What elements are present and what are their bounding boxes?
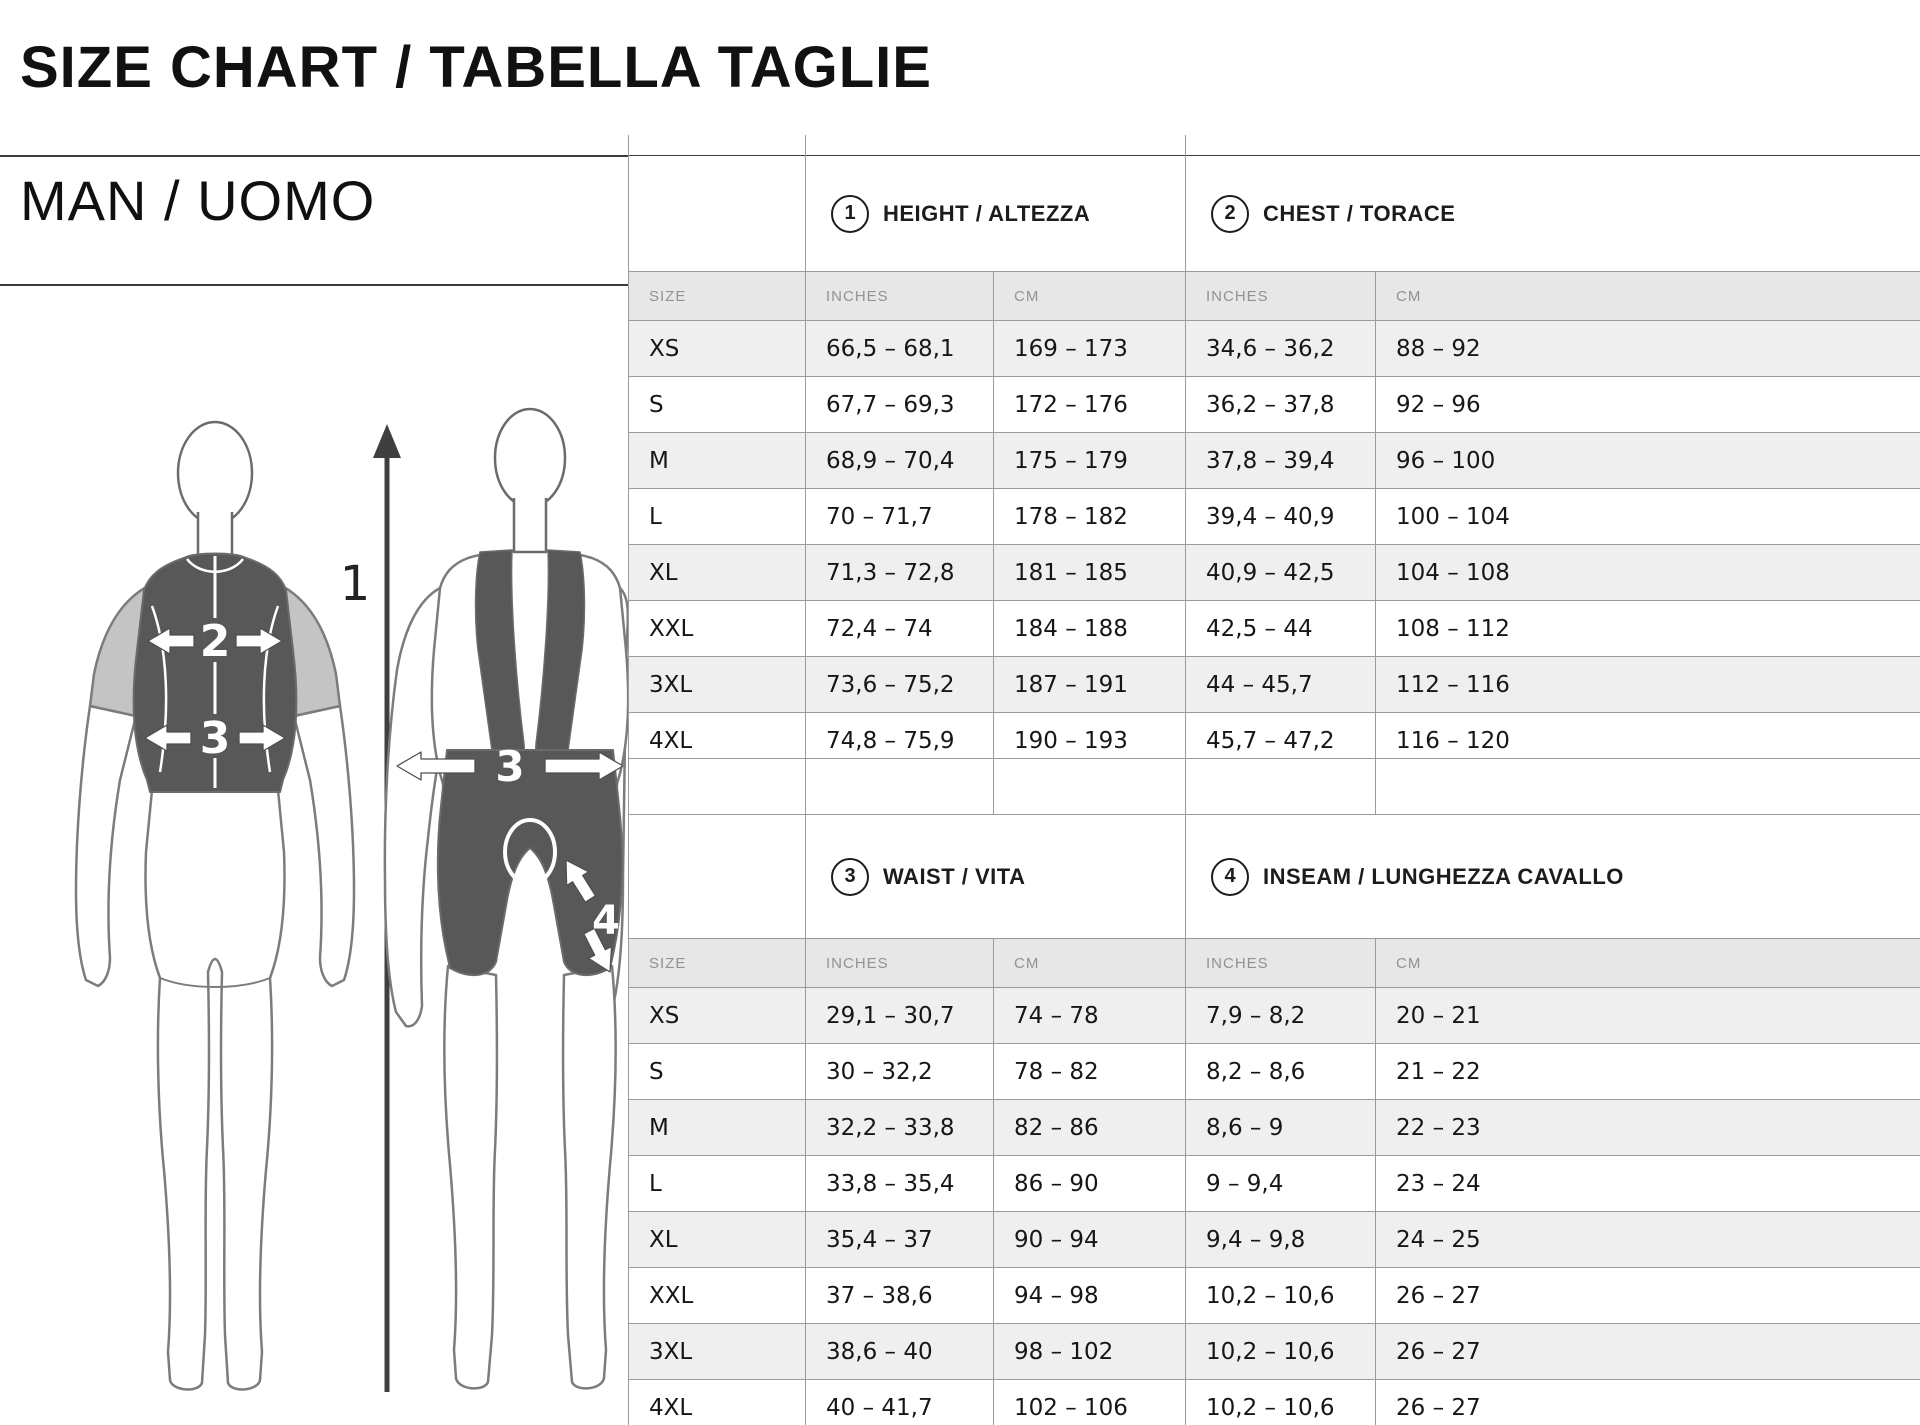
size-cell: XS (629, 321, 806, 377)
chest-cm-cell: 100 – 104 (1376, 489, 1920, 545)
height-chest-rows (629, 321, 1920, 769)
waist-marker-label: 3 (199, 713, 231, 764)
size-cell: XS (629, 988, 806, 1044)
size-cell: L (629, 489, 806, 545)
column-header-row (629, 939, 1920, 988)
table-row (629, 545, 1920, 601)
size-cell: L (629, 1156, 806, 1212)
chest-cm-cell: 88 – 92 (1376, 321, 1920, 377)
inseam-inches-cell: 10,2 – 10,6 (1186, 1324, 1376, 1380)
inseam-inches-cell: 10,2 – 10,6 (1186, 1268, 1376, 1324)
col-header-inches: INCHES (806, 939, 994, 988)
chest-inches-cell: 40,9 – 42,5 (1186, 545, 1376, 601)
inseam-inches-cell: 9 – 9,4 (1186, 1156, 1376, 1212)
chest-inches-cell: 36,2 – 37,8 (1186, 377, 1376, 433)
man-front-figure (76, 422, 354, 1389)
chest-cm-cell: 92 – 96 (1376, 377, 1920, 433)
height-inches-cell: 71,3 – 72,8 (806, 545, 994, 601)
table-row (629, 377, 1920, 433)
waist-inches-cell: 33,8 – 35,4 (806, 1156, 994, 1212)
waist-cm-cell: 98 – 102 (994, 1324, 1186, 1380)
waist-cm-cell: 102 – 106 (994, 1380, 1186, 1425)
table-row (629, 1156, 1920, 1212)
chest-cm-cell: 116 – 120 (1376, 713, 1920, 769)
group-header-row (629, 156, 1920, 272)
height-inches-cell: 66,5 – 68,1 (806, 321, 994, 377)
size-cell: 3XL (629, 1324, 806, 1380)
table-row (629, 1268, 1920, 1324)
inseam-cm-cell: 24 – 25 (1376, 1212, 1920, 1268)
chest-inches-cell: 37,8 – 39,4 (1186, 433, 1376, 489)
table-row (629, 601, 1920, 657)
waist-inches-cell: 37 – 38,6 (806, 1268, 994, 1324)
inseam-cm-cell: 22 – 23 (1376, 1100, 1920, 1156)
waist-inches-cell: 32,2 – 33,8 (806, 1100, 994, 1156)
col-header-size: SIZE (629, 939, 806, 988)
height-cm-cell: 187 – 191 (994, 657, 1186, 713)
group-header-row (629, 815, 1920, 939)
group-header-chest: 2 CHEST / TORACE (1186, 156, 1920, 272)
size-cell: XXL (629, 601, 806, 657)
col-header-cm: CM (1376, 272, 1920, 321)
circled-number-3-icon: 3 (831, 858, 869, 896)
size-cell: 3XL (629, 657, 806, 713)
inseam-cm-cell: 26 – 27 (1376, 1268, 1920, 1324)
col-header-cm: CM (994, 939, 1186, 988)
table-row (629, 988, 1920, 1044)
height-cm-cell: 190 – 193 (994, 713, 1186, 769)
waist-inches-cell: 30 – 32,2 (806, 1044, 994, 1100)
inseam-inches-cell: 10,2 – 10,6 (1186, 1380, 1376, 1425)
size-cell: XXL (629, 1268, 806, 1324)
height-cm-cell: 172 – 176 (994, 377, 1186, 433)
col-header-inches: INCHES (1186, 272, 1376, 321)
inseam-cm-cell: 26 – 27 (1376, 1380, 1920, 1425)
height-inches-cell: 74,8 – 75,9 (806, 713, 994, 769)
circled-number-1-icon: 1 (831, 195, 869, 233)
table-row (629, 321, 1920, 377)
inseam-cm-cell: 26 – 27 (1376, 1324, 1920, 1380)
table-border-stub (805, 135, 806, 156)
size-cell: XL (629, 545, 806, 601)
height-inches-cell: 73,6 – 75,2 (806, 657, 994, 713)
height-cm-cell: 169 – 173 (994, 321, 1186, 377)
table-row (629, 489, 1920, 545)
waist-inches-cell: 29,1 – 30,7 (806, 988, 994, 1044)
inseam-inches-cell: 8,6 – 9 (1186, 1100, 1376, 1156)
table-row (629, 1044, 1920, 1100)
chest-cm-cell: 108 – 112 (1376, 601, 1920, 657)
waist-inseam-rows (629, 988, 1920, 1425)
group-header-height: 1 HEIGHT / ALTEZZA (806, 156, 1186, 272)
chest-inches-cell: 45,7 – 47,2 (1186, 713, 1376, 769)
height-cm-cell: 178 – 182 (994, 489, 1186, 545)
man-back-figure (385, 409, 628, 1388)
table-border-stub (628, 135, 629, 156)
table-border-stub (1185, 135, 1186, 156)
group-header-waist: 3 WAIST / VITA (806, 815, 1186, 939)
inseam-inches-cell: 7,9 – 8,2 (1186, 988, 1376, 1044)
inseam-cm-cell: 21 – 22 (1376, 1044, 1920, 1100)
height-inches-cell: 67,7 – 69,3 (806, 377, 994, 433)
col-header-inches: INCHES (806, 272, 994, 321)
height-cm-cell: 175 – 179 (994, 433, 1186, 489)
col-header-cm: CM (994, 272, 1186, 321)
col-header-cm: CM (1376, 939, 1920, 988)
waist-inches-cell: 35,4 – 37 (806, 1212, 994, 1268)
table-row (629, 1380, 1920, 1425)
size-cell: 4XL (629, 713, 806, 769)
size-cell: XL (629, 1212, 806, 1268)
column-header-row (629, 272, 1920, 321)
group-header-empty-cell (629, 815, 806, 939)
waist-cm-cell: 86 – 90 (994, 1156, 1186, 1212)
waist-back-marker-label: 3 (495, 742, 525, 791)
circled-number-4-icon: 4 (1211, 858, 1249, 896)
inseam-cm-cell: 20 – 21 (1376, 988, 1920, 1044)
spacer-row (629, 759, 1920, 815)
inseam-cm-cell: 23 – 24 (1376, 1156, 1920, 1212)
inseam-inches-cell: 8,2 – 8,6 (1186, 1044, 1376, 1100)
table-row (629, 1212, 1920, 1268)
chest-inches-cell: 42,5 – 44 (1186, 601, 1376, 657)
waist-inches-cell: 38,6 – 40 (806, 1324, 994, 1380)
waist-inches-cell: 40 – 41,7 (806, 1380, 994, 1425)
waist-cm-cell: 78 – 82 (994, 1044, 1186, 1100)
measurement-figures-illustration (0, 0, 628, 1425)
size-cell: 4XL (629, 1380, 806, 1425)
group-header-empty-cell (629, 156, 806, 272)
chest-inches-cell: 44 – 45,7 (1186, 657, 1376, 713)
waist-cm-cell: 82 – 86 (994, 1100, 1186, 1156)
group-header-inseam: 4 INSEAM / LUNGHEZZA CAVALLO (1186, 815, 1920, 939)
height-cm-cell: 184 – 188 (994, 601, 1186, 657)
height-cm-cell: 181 – 185 (994, 545, 1186, 601)
table-row (629, 657, 1920, 713)
waist-cm-cell: 94 – 98 (994, 1268, 1186, 1324)
col-header-size: SIZE (629, 272, 806, 321)
size-cell: M (629, 433, 806, 489)
table-row (629, 1100, 1920, 1156)
height-inches-cell: 70 – 71,7 (806, 489, 994, 545)
height-inches-cell: 72,4 – 74 (806, 601, 994, 657)
section-label-man: MAN / UOMO (20, 169, 376, 232)
table-row (629, 433, 1920, 489)
col-header-inches: INCHES (1186, 939, 1376, 988)
chest-inches-cell: 34,6 – 36,2 (1186, 321, 1376, 377)
size-cell: S (629, 377, 806, 433)
page-title: SIZE CHART / TABELLA TAGLIE (20, 35, 932, 100)
chest-marker-label: 2 (199, 616, 231, 667)
waist-cm-cell: 90 – 94 (994, 1212, 1186, 1268)
size-cell: M (629, 1100, 806, 1156)
chest-cm-cell: 96 – 100 (1376, 433, 1920, 489)
chest-inches-cell: 39,4 – 40,9 (1186, 489, 1376, 545)
height-inches-cell: 68,9 – 70,4 (806, 433, 994, 489)
size-cell: S (629, 1044, 806, 1100)
waist-cm-cell: 74 – 78 (994, 988, 1186, 1044)
chest-cm-cell: 104 – 108 (1376, 545, 1920, 601)
inseam-inches-cell: 9,4 – 9,8 (1186, 1212, 1376, 1268)
height-marker-label: 1 (339, 556, 371, 612)
circled-number-2-icon: 2 (1211, 195, 1249, 233)
chest-cm-cell: 112 – 116 (1376, 657, 1920, 713)
table-row (629, 1324, 1920, 1380)
size-table-waist-inseam (628, 758, 1920, 1425)
size-table-height-chest (628, 156, 1920, 769)
inseam-marker-label: 4 (592, 898, 620, 944)
